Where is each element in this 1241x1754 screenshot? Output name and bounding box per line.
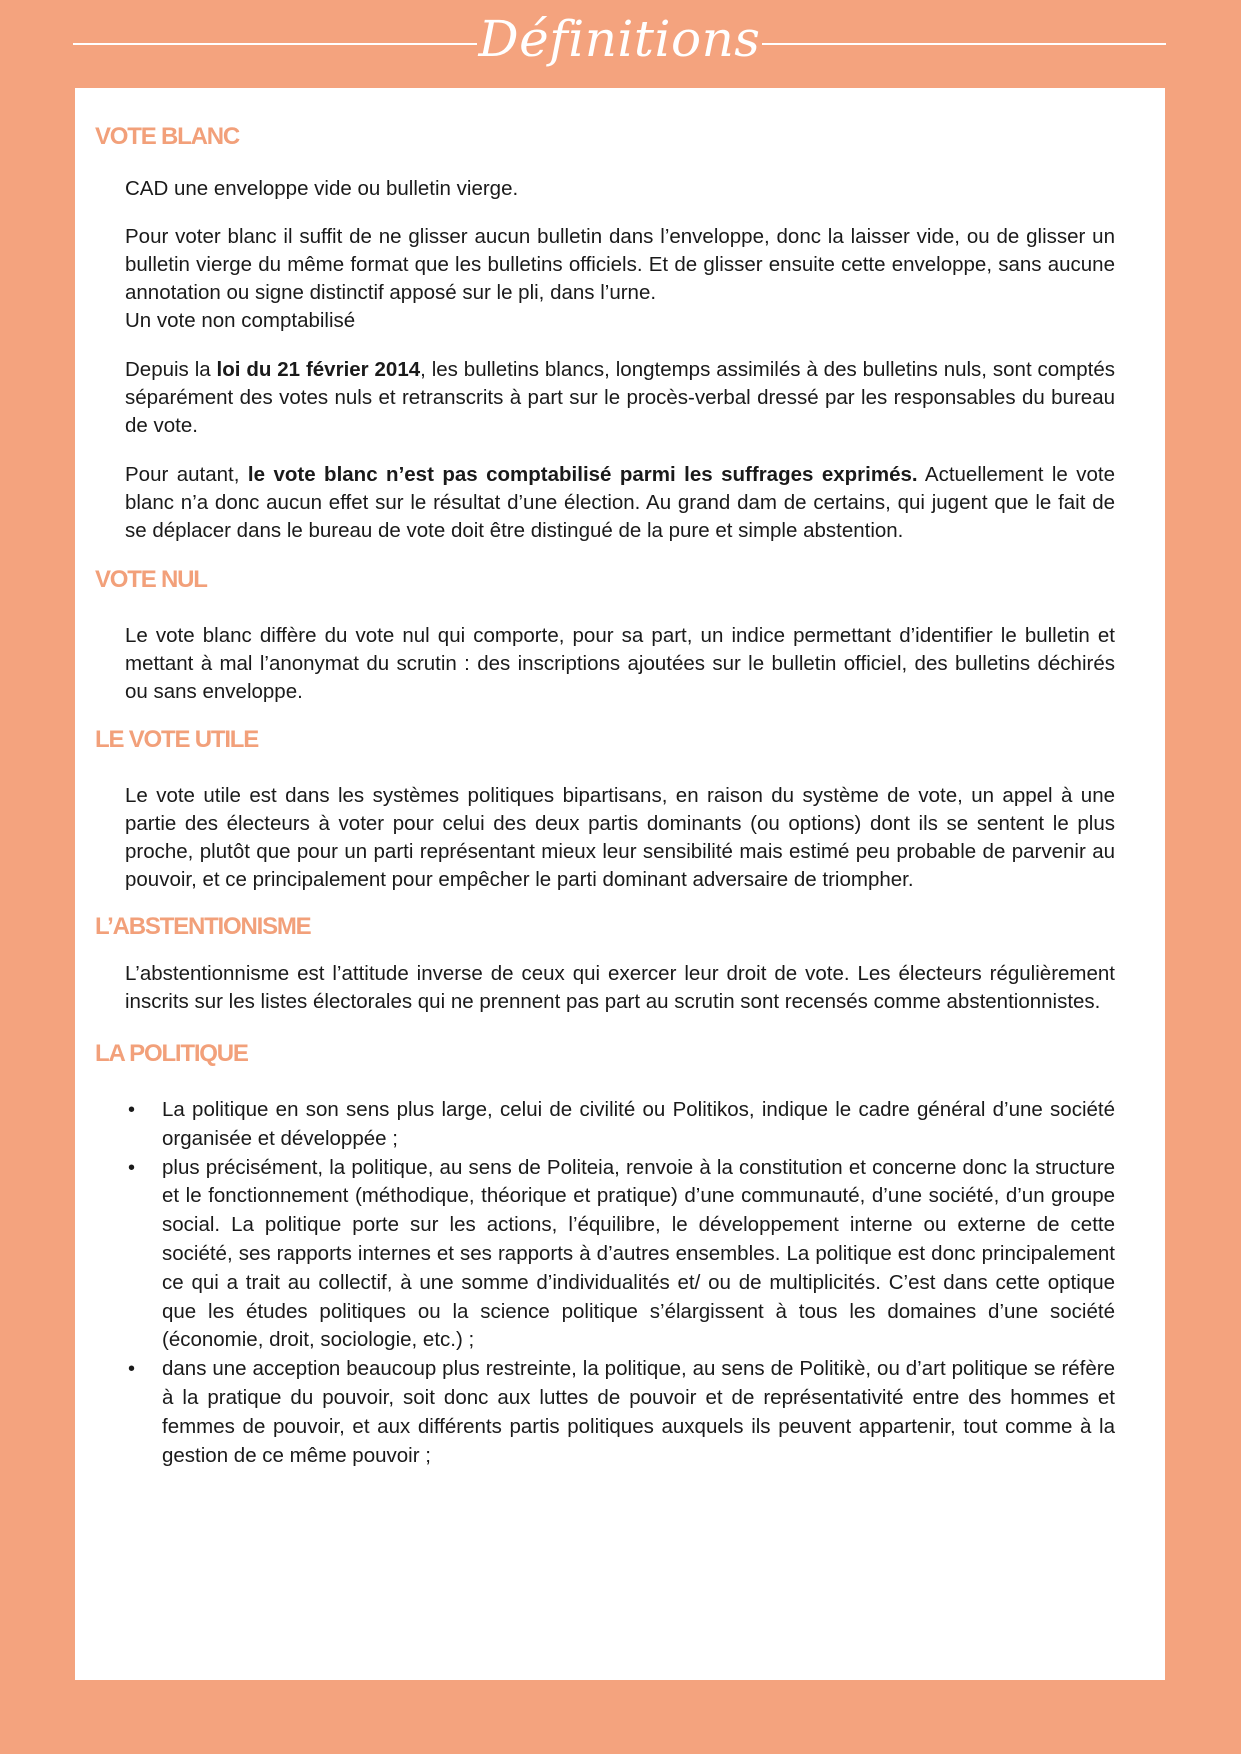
- section-heading-vote-utile: LE VOTE UTILE: [95, 726, 259, 753]
- section-heading-abstentionisme: L’ABSTENTIONISME: [95, 913, 311, 940]
- vote-blanc-p3-post: , les bulletins blancs, longtemps assimilés à des bulletins nuls, sont comptés séparément des votes nuls et retranscrits à part sur le procès-verbal dressé par les responsables du bureau de vote.: [125, 358, 1115, 437]
- list-item-text: La politique en son sens plus large, celui de civilité ou Politikos, indique le cadre général d’une société organisée et développée ;: [162, 1098, 1115, 1150]
- vote-blanc-p4-pre: Pour autant,: [125, 463, 248, 486]
- politique-bullet-list: [95, 1096, 1145, 1470]
- vote-blanc-p4-bold: le vote blanc n’est pas comptabilisé parmi les suffrages exprimés.: [247, 463, 918, 486]
- vote-blanc-paragraph-2b: Un vote non comptabilisé: [125, 309, 356, 332]
- header-rule-left: [73, 43, 477, 45]
- vote-utile-paragraph-1: Le vote utile est dans les systèmes politiques bipartisans, en raison du système de vote, un appel à une partie des électeurs à voter pour celui des deux partis dominants (ou options) dont ils se sentent le plus proche, plutôt que pour un parti représentant mieux leur sensibilité mais estimé peu probable de parvenir au pouvoir, et ce principalement pour empêcher le parti dominant adversaire de triompher.: [125, 784, 1115, 891]
- bullet-icon: •: [128, 1099, 136, 1121]
- vote-blanc-paragraph-3: [125, 356, 1115, 440]
- list-item: [125, 1154, 1115, 1356]
- vote-blanc-paragraph-2: Pour voter blanc il suffit de ne glisser aucun bulletin dans l’enveloppe, donc la laisser vide, ou de glisser un bulletin vierge du même format que les bulletins officiels. Et de glisser ensuite cette enveloppe, sans aucune annotation ou signe distinctif apposé sur le pli, dans l’urne.: [125, 225, 1115, 304]
- list-item: [125, 1096, 1115, 1154]
- abstentionisme-paragraph-1: L’abstentionnisme est l’attitude inverse de ceux qui exercer leur droit de vote. Les électeurs régulièrement inscrits sur les listes électorales qui ne prennent pas part au scrutin sont recensés comme abstentionnistes.: [125, 962, 1115, 1013]
- page-title: Définitions: [478, 10, 761, 68]
- vote-nul-paragraph-1: Le vote blanc diffère du vote nul qui comporte, pour sa part, un indice permettant d’identifier le bulletin et mettant à mal l’anonymat du scrutin : des inscriptions ajoutées sur le bulletin officiel, des bulletins déchirés ou sans enveloppe.: [125, 624, 1115, 703]
- vote-blanc-paragraph-1: CAD une enveloppe vide ou bulletin vierge.: [125, 177, 519, 200]
- vote-blanc-p4-post: Actuellement le vote blanc n’a donc aucun effet sur le résultat d’une élection. Au grand dam de certains, qui jugent que le fait de se déplacer dans le bureau de vote doit être distingué de la pure et simple abstention.: [125, 463, 1116, 542]
- content-body: [95, 122, 1135, 1470]
- section-heading-vote-blanc: VOTE BLANC: [95, 123, 240, 150]
- header: [0, 0, 1241, 88]
- section-heading-vote-nul: VOTE NUL: [95, 566, 207, 593]
- vote-blanc-p3-bold: loi du 21 février 2014: [216, 358, 421, 381]
- list-item: [125, 1355, 1115, 1470]
- bullet-icon: •: [128, 1156, 136, 1179]
- vote-blanc-p3-pre: Depuis la: [125, 358, 217, 381]
- bullet-icon: •: [128, 1358, 136, 1381]
- header-rule-right: [762, 43, 1166, 45]
- vote-blanc-paragraph-4: [125, 461, 1115, 545]
- content-panel: [75, 88, 1165, 1680]
- list-item-text: dans une acception beaucoup plus restreinte, la politique, au sens de Politikè, ou d’art politique se réfère à la pratique du pouvoir, soit donc aux luttes de pouvoir et de représentativité entre des hommes et femmes de pouvoir, et aux différents partis politiques auxquels ils peuvent appartenir, tout comme à la gestion de ce même pouvoir ;: [162, 1357, 1115, 1467]
- section-heading-politique: LA POLITIQUE: [95, 1040, 248, 1067]
- list-item-text: plus précisément, la politique, au sens de Politeia, renvoie à la constitution et concerne donc la structure et le fonctionnement (méthodique, théorique et pratique) d’une communauté, d’une société, d’un groupe social. La politique porte sur les actions, l’équilibre, le développement interne ou externe de cette société, ses rapports internes et ses rapports à d’autres ensembles. La politique est donc principalement ce qui a trait au collectif, à une somme d’individualités et/ ou de multiplicités. C’est dans cette optique que les études politiques ou la science politique s’élargissent à tous les domaines d’une société (économie, droit, sociologie, etc.) ;: [162, 1155, 1115, 1352]
